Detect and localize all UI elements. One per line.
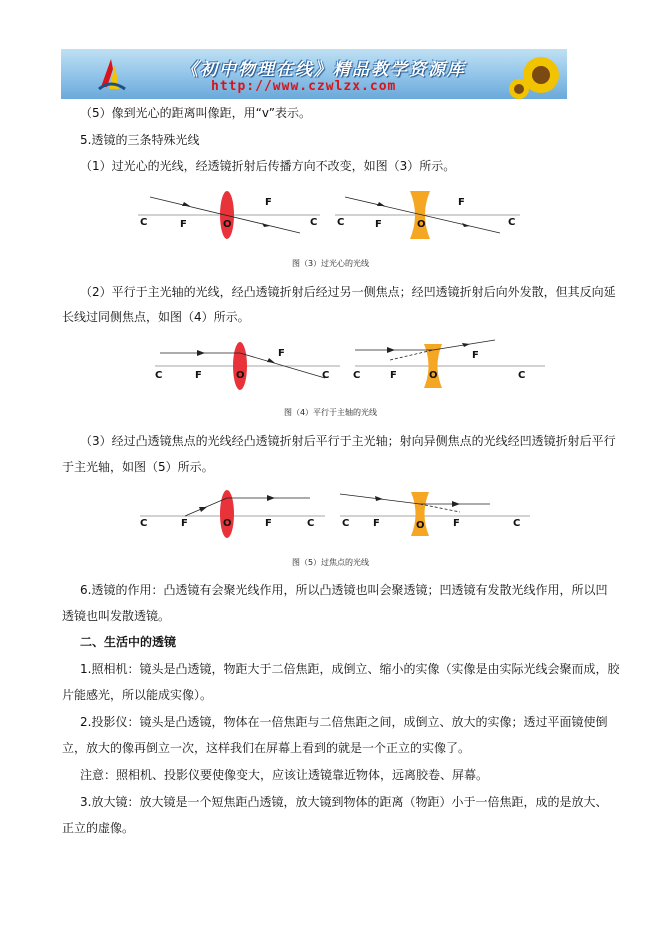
fig4-f-right: F (278, 348, 285, 359)
para-camera-line2: 片能感光，所以能成实像）。 (62, 688, 213, 702)
fig3-o-left: O (223, 219, 232, 230)
fig3-c-left2: C (337, 217, 345, 228)
header-banner (61, 49, 567, 99)
fig3-f-right2: F (458, 197, 465, 208)
figure-5-caption: 图（5）过焦点的光线 (291, 558, 370, 567)
para-magnifier-line2: 正立的虚像。 (62, 821, 135, 835)
para-ray-1: （1）过光心的光线，经透镜折射后传播方向不改变，如图（3）所示。 (80, 159, 456, 173)
fig5-c-left2: C (342, 518, 350, 529)
figure-4-caption: 图（4）平行于主轴的光线 (283, 408, 378, 417)
section-5-heading: 5.透镜的三条特殊光线 (80, 133, 200, 147)
sunflower-icon (507, 49, 567, 99)
fig5-f-right2: F (453, 518, 460, 529)
figure-3 (130, 185, 530, 245)
figure-3-caption: 图（3）过光心的光线 (291, 259, 370, 268)
para-note: 注意：照相机、投影仪要使像变大，应该让透镜靠近物体，远离胶卷、屏幕。 (80, 768, 489, 782)
fig5-f-left2: F (373, 518, 380, 529)
fig3-c-left: C (140, 217, 148, 228)
fig3-f-right: F (265, 197, 272, 208)
para-sec6-line1: 6.透镜的作用：凸透镜有会聚光线作用，所以凸透镜也叫会聚透镜；凹透镜有发散光线作用，所以凹 (80, 583, 608, 597)
fig4-o-left: O (236, 370, 245, 381)
figure-4 (150, 338, 550, 388)
fig3-c-right2: C (508, 217, 516, 228)
fig3-o-right: O (417, 219, 426, 230)
para-ray-3-line2: 于主光轴，如图（5）所示。 (62, 460, 214, 474)
fig5-c-right2: C (513, 518, 521, 529)
fig3-f-left2: F (375, 219, 382, 230)
fig5-c-right: C (307, 518, 315, 529)
fig4-o-right: O (429, 370, 438, 381)
fig3-c-right: C (310, 217, 318, 228)
para-ray-2-line1: （2）平行于主光轴的光线，经凸透镜折射后经过另一侧焦点；经凹透镜折射后向外发散，但其反向延 (80, 285, 616, 299)
banner-url: http://www.czwlzx.com (211, 79, 397, 94)
fig5-o-right: O (416, 520, 425, 531)
fig4-c-right: C (322, 370, 330, 381)
logo-icon (91, 55, 131, 95)
fig4-c-left2: C (353, 370, 361, 381)
figure-5 (135, 486, 535, 536)
para-magnifier-line1: 3.放大镜：放大镜是一个短焦距凸透镜，放大镜到物体的距离（物距）小于一倍焦距，成的是放大、 (80, 795, 608, 809)
fig4-c-left: C (155, 370, 163, 381)
fig4-f-left2: F (390, 370, 397, 381)
para-ray-2-line2: 长线过同侧焦点，如图（4）所示。 (62, 310, 250, 324)
fig5-f-left: F (181, 518, 188, 529)
fig4-f-left: F (195, 370, 202, 381)
fig4-f-right2: F (472, 350, 479, 361)
para-image-distance: （5）像到光心的距离叫像距，用“v”表示。 (80, 106, 311, 120)
fig5-f-right: F (265, 518, 272, 529)
part-2-heading: 二、生活中的透镜 (80, 635, 177, 649)
para-ray-3-line1: （3）经过凸透镜焦点的光线经凸透镜折射后平行于主光轴；射向异侧焦点的光线经凹透镜折射后平行 (80, 434, 616, 448)
fig3-f-left: F (180, 219, 187, 230)
para-sec6-line2: 透镜也叫发散透镜。 (62, 609, 171, 623)
fig5-c-left: C (140, 518, 148, 529)
fig5-o-left: O (223, 518, 232, 529)
para-camera-line1: 1.照相机：镜头是凸透镜，物距大于二倍焦距，成倒立、缩小的实像（实像是由实际光线会聚而成，胶 (80, 662, 620, 676)
fig4-c-right2: C (518, 370, 526, 381)
para-projector-line1: 2.投影仪：镜头是凸透镜，物体在一倍焦距与二倍焦距之间，成倒立、放大的实像；透过平面镜使倒 (80, 715, 608, 729)
banner-title: 《初中物理在线》精品教学资源库 (181, 60, 466, 80)
para-projector-line2: 立，放大的像再倒立一次，这样我们在屏幕上看到的就是一个正立的实像了。 (62, 741, 471, 755)
